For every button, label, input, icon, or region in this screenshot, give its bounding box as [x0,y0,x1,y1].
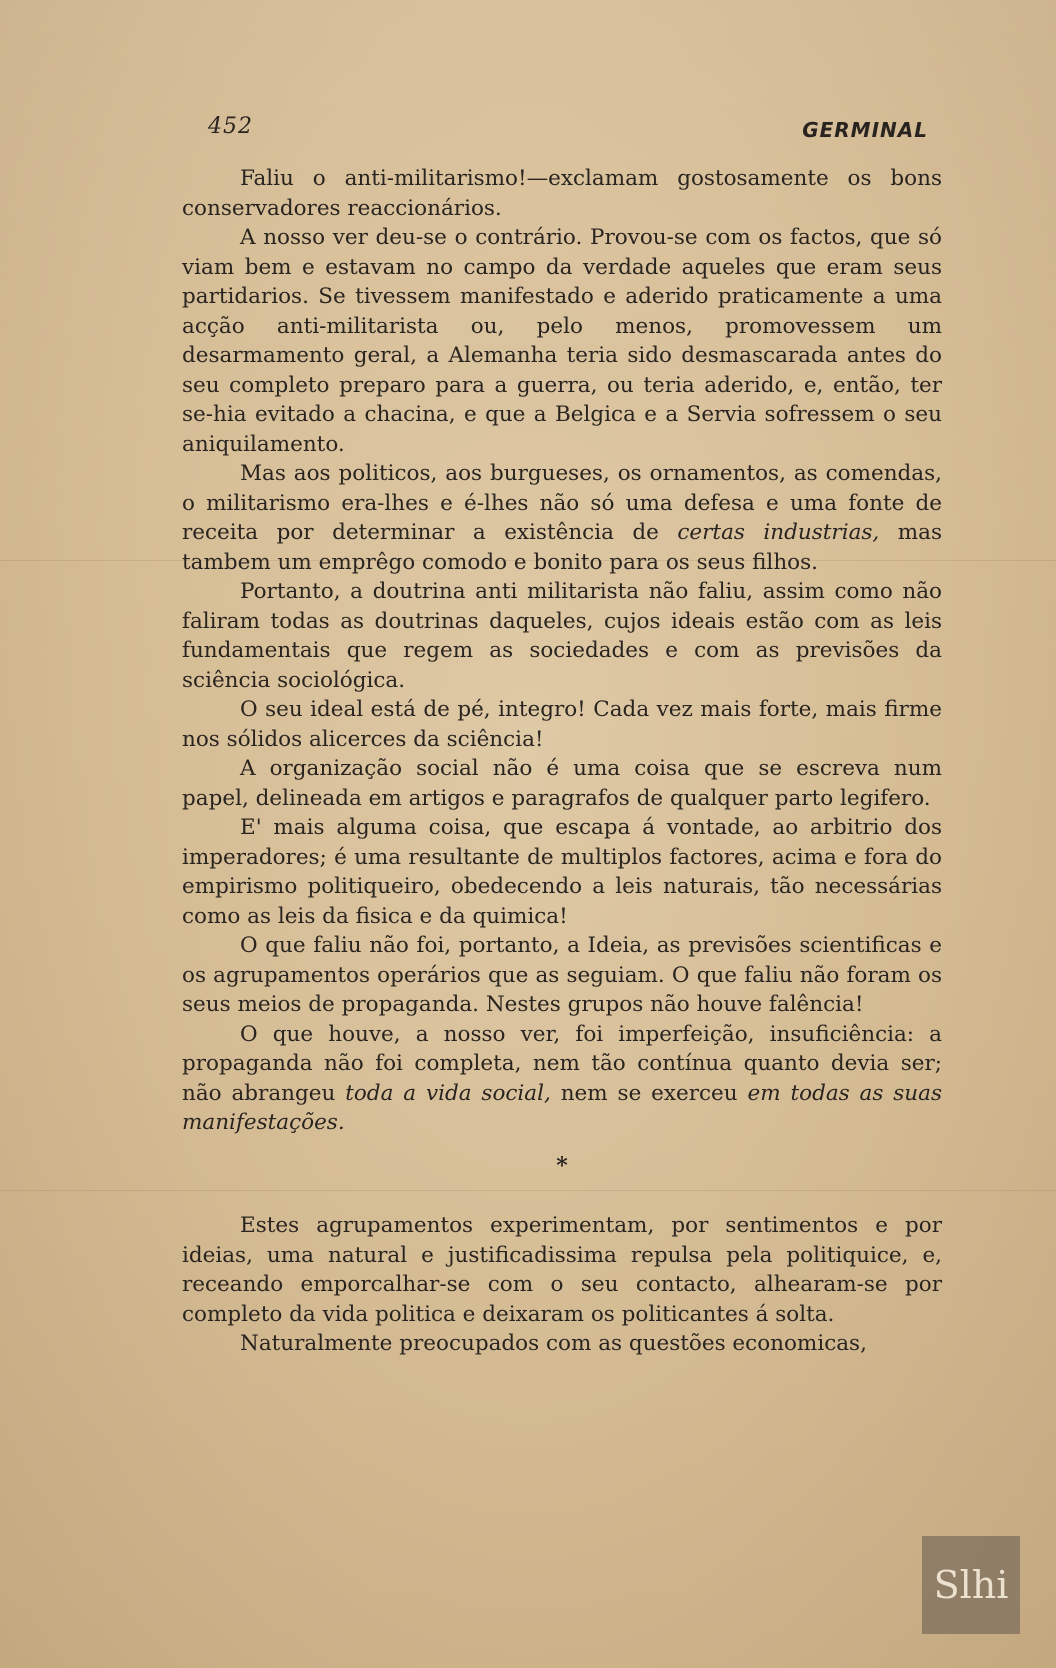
text-run: O seu ideal está de pé, integro! Cada vez mais forte, mais firme nos sólidos alicerces da sciência! [182,697,942,752]
italic-text: em todas as suas manifestações. [182,1080,943,1135]
text-run: Naturalmente preocupados com as questões economicas, [240,1331,867,1356]
paragraph [182,931,942,1020]
paragraphs-after-separator [182,1211,942,1359]
page-number: 452 [208,114,253,139]
paragraph [182,577,942,695]
text-run: Mas aos politicos, aos burgueses, os ornamentos, as comendas, o militarismo era-lhes e é-lhes não só uma defesa e uma fonte de receita por determinar a existência de [182,461,942,545]
paragraph [182,813,942,931]
page-header [208,114,928,146]
text-run: A nosso ver deu-se o contrário. Provou-se com os factos, que só viam bem e estavam no campo da verdade aqueles que eram seus partidarios. Se tivessem manifestado e aderido praticamente a uma acção anti-militarista ou, pelo menos, promovessem um desarmamento geral, a Alemanha teria sido desmascarada antes do seu completo preparo para a guerra, ou teria aderido, e, então, ter se-hia evitado a chacina, e que a Belgica e a Servia sofressem o seu aniquilamento. [182,225,942,457]
paragraphs-before-separator [182,164,942,1138]
paragraph [182,695,942,754]
section-separator: * [556,1152,568,1179]
paragraph [182,754,942,813]
text-run: mas tambem um emprêgo comodo e bonito para os seus filhos. [182,520,942,575]
text-run: nem se exerceu [550,1080,748,1106]
paragraph [182,1020,942,1138]
library-stamp-logo: Slhi [922,1536,1020,1634]
body-text [182,164,942,1359]
paragraph [182,164,942,223]
italic-text: toda a vida social, [345,1080,551,1106]
paragraph [182,1329,942,1359]
paragraph [182,223,942,459]
italic-text: certas industrias, [677,520,880,545]
text-run: Portanto, a doutrina anti militarista não faliu, assim como não faliram todas as doutrinas daqueles, cujos ideais estão com as leis fundamentais que regem as sociedades e com as previsões da sciência sociológica. [182,579,942,693]
running-title: GERMINAL [802,118,928,142]
text-run: A organização social não é uma coisa que se escreva num papel, delineada em artigos e paragrafos de qualquer parto legifero. [182,756,942,811]
text-run: O que houve, a nosso ver, foi imperfeição, insuficiência: a propaganda não foi completa, nem tão contínua quanto devia ser; não abrangeu [182,1021,942,1106]
text-run: Estes agrupamentos experimentam, por sentimentos e por ideias, uma natural e justificadissima repulsa pela politiquice, e, receando emporcalhar-se com o seu contacto, alhearam-se por completo da vida politica e deixaram os politicantes á solta. [182,1213,942,1327]
text-run: E' mais alguma coisa, que escapa á vontade, ao arbitrio dos imperadores; é uma resultante de multiplos factores, acima e fora do empirismo politiqueiro, obedecendo a leis naturais, tão necessárias como as leis da fisica e da quimica! [182,815,942,929]
paragraph [182,1211,942,1329]
paragraph [182,459,942,577]
text-run: O que faliu não foi, portanto, a Ideia, as previsões scientificas e os agrupamentos operários que as seguiam. O que faliu não foram os seus meios de propaganda. Nestes grupos não houve falência! [182,933,942,1017]
text-run: Faliu o anti-militarismo!—exclamam gostosamente os bons conservadores reaccionários. [182,166,942,221]
